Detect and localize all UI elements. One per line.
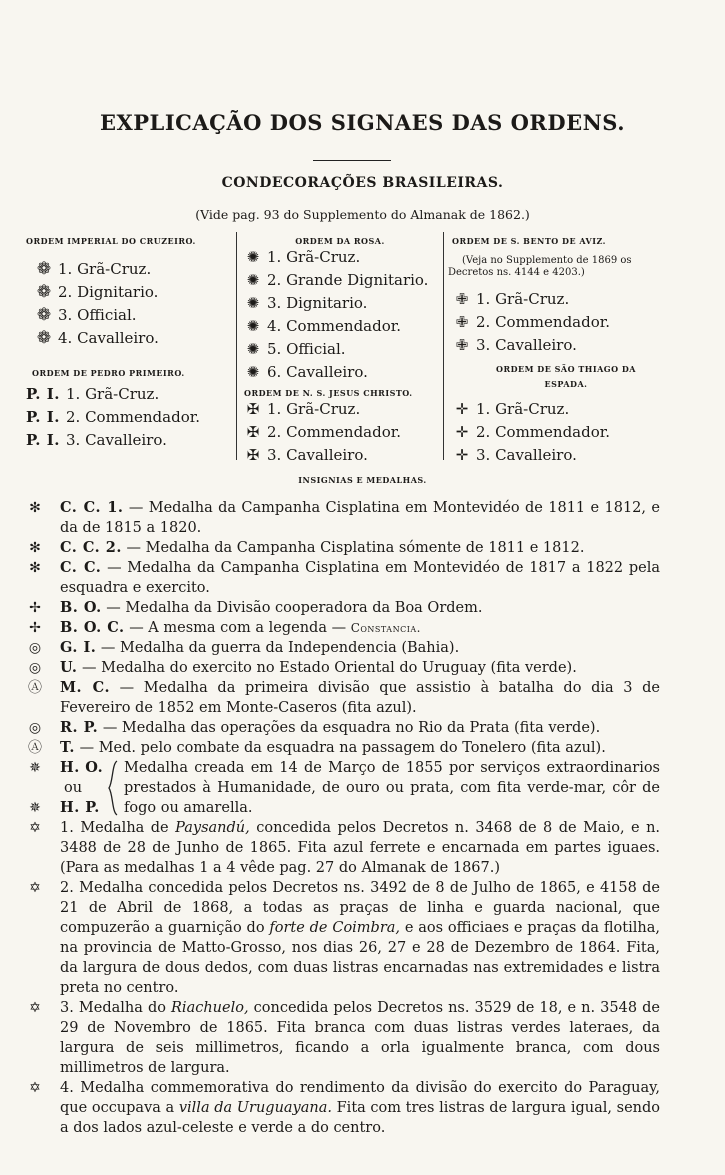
list-item: ❁ 2. Dignitario. [34,281,159,304]
rose-medal-icon: ✺ [246,340,260,358]
christ-cross-icon: ✠ [246,400,260,418]
christ-cross-icon: ✠ [246,423,260,441]
cross-medal-icon: ✢ [29,620,41,636]
round-medal-icon: ◎ [28,660,42,676]
list-item: ✺ 2. Grande Dignitario. [243,269,428,292]
star-of-david-icon: ✡ [29,880,41,896]
heading-aviz: ORDEM DE S. BENTO DE AVIZ. [452,236,606,246]
aviz-cross-icon: ✙ [455,290,469,308]
list-item: ✠ 2. Commendador. [243,421,401,444]
star-medal-icon: ❁ [36,328,52,348]
medal-mc: Ⓐ M. C. — Medalha da primeira divisão que assistio à batalha do dia 3 de Fevereiro de 1852 em Monte-Caseros (fita azul). [24,678,660,718]
heading-cruzeiro: ORDEM IMPERIAL DO CRUZEIRO. [26,236,196,246]
heading-sao-thiago: ORDEM DE SÃO THIAGO DA [495,364,637,374]
list-item: ✙ 1. Grã-Cruz. [452,288,610,311]
aviz-cross-icon: ✙ [455,336,469,354]
list-aviz [452,288,610,357]
column-divider-right [443,232,444,460]
list-item: ❁ 3. Official. [34,304,159,327]
sword-cross-icon: ✛ [455,423,469,441]
page-title: EXPLICAÇÃO DOS SIGNAES DAS ORDENS. [99,110,626,135]
list-item: ❁ 1. Grã-Cruz. [34,258,159,281]
star-of-david-icon: ✡ [29,820,41,836]
column-divider-left [236,232,237,460]
medal-riachuelo: ✡ 3. Medalha do Riachuelo, concedida pelos Decretos ns. 3529 de 18, e n. 3548 de 29 de Novembro de 1865. Fita branca com duas listras verdes lateraes, da largura de seis millimetros, ficando a orla igualmente branca, com dous millimetros de largura. [24,998,660,1078]
round-medal-icon: ◎ [28,640,42,656]
round-medal-icon: Ⓐ [28,740,42,756]
list-item: ✺ 4. Commendador. [243,315,428,338]
asterisk-star-icon: ✻ [29,560,41,576]
medals-list [24,498,660,1138]
list-sao-thiago [452,398,610,467]
list-item: ❁ 4. Cavalleiro. [34,327,159,350]
aviz-note-line2: Decretos ns. 4144 e 4203.) [448,267,585,278]
rose-medal-icon: ✺ [246,294,260,312]
list-rosa [243,246,428,384]
medal-u: ◎ U. — Medalha do exercito no Estado Oriental do Uruguay (fita verde). [24,658,660,678]
aviz-note-line1: (Veja no Supplemento de 1869 os [462,255,632,266]
list-item: ✛ 2. Commendador. [452,421,610,444]
list-item: ✠ 1. Grã-Cruz. [243,398,401,421]
medal-gi: ◎ G. I. — Medalha da guerra da Independencia (Bahia). [24,638,660,658]
list-item: P. I. 2. Commendador. [26,408,201,426]
list-item: ✺ 5. Official. [243,338,428,361]
list-item: ✺ 3. Dignitario. [243,292,428,315]
star-medal-icon: ❁ [36,305,52,325]
medal-uruguayana: ✡ 4. Medalha commemorativa do rendimento da divisão do exercito do Paraguay, que occupava a villa da Uruguayana. Fita com tres listras de largura igual, sendo a dos lados azul-celeste e verde a do centro. [24,1078,660,1138]
star-medal-icon: ✵ [29,760,41,776]
list-item: P. I. 1. Grã-Cruz. [26,385,160,403]
medal-cc2: ✻ C. C. 2. — Medalha da Campanha Cisplatina sómente de 1811 e 1812. [24,538,660,558]
cross-medal-icon: ✢ [29,600,41,616]
sword-cross-icon: ✛ [455,400,469,418]
rose-medal-icon: ✺ [246,317,260,335]
list-item: P. I. 3. Cavalleiro. [26,431,167,449]
heading-pedro-primeiro: ORDEM DE PEDRO PRIMEIRO. [32,368,185,378]
list-item: ✙ 2. Commendador. [452,311,610,334]
heading-sao-thiago-cont: ESPADA. [544,379,588,389]
aviz-cross-icon: ✙ [455,313,469,331]
medal-cc1: ✻ C. C. 1. — Medalha da Campanha Cisplatina em Montevidéo de 1811 e 1812, e da de 1815 a 1820. [24,498,660,538]
asterisk-star-icon: ✻ [29,540,41,556]
medal-cc: ✻ C. C. — Medalha da Campanha Cisplatina em Montevidéo de 1817 a 1822 pela esquadra e exercito. [24,558,660,598]
sword-cross-icon: ✛ [455,446,469,464]
list-pedro-primeiro [26,383,200,452]
list-item: ✺ 6. Cavalleiro. [243,361,428,384]
list-item: ✠ 3. Cavalleiro. [243,444,401,467]
rose-medal-icon: ✺ [246,363,260,381]
brace-icon [108,760,120,816]
round-medal-icon: ◎ [28,720,42,736]
star-medal-icon: ❁ [36,259,52,279]
medal-paysandu: ✡ 1. Medalha de Paysandú, concedida pelos Decretos n. 3468 de 8 de Maio, e n. 3488 de 28 de Junho de 1865. Fita azul ferrete e encarnada em partes iguaes. (Para as medalhas 1 a 4 vêde pag. 27 do Almanak de 1867.) [24,818,660,878]
list-item: ✺ 1. Grã-Cruz. [243,246,428,269]
medal-t: Ⓐ T. — Med. pelo combate da esquadra na passagem do Tonelero (fita azul). [24,738,660,758]
list-item: ✛ 1. Grã-Cruz. [452,398,610,421]
medal-humanidade: ✵ H. O. ou ✵ H. P. Medalha creada em 14 de Março de 1855 por serviços extraordinarios prestados à Humanidade, de ouro ou prata, com fita verde-mar, côr de fogo ou amarella. [24,758,660,818]
rose-medal-icon: ✺ [246,248,260,266]
medal-bo: ✢ B. O. — Medalha da Divisão cooperadora da Boa Ordem. [24,598,660,618]
list-jesus-christo [243,398,401,467]
star-medal-icon: ✵ [29,800,41,816]
christ-cross-icon: ✠ [246,446,260,464]
list-item: ✙ 3. Cavalleiro. [452,334,610,357]
medal-boc: ✢ B. O. C. — A mesma com a legenda — Constancia. [24,618,660,638]
list-item: ✛ 3. Cavalleiro. [452,444,610,467]
star-of-david-icon: ✡ [29,1000,41,1016]
list-cruzeiro [34,258,159,350]
medal-rp: ◎ R. P. — Medalha das operações da esquadra no Rio da Prata (fita verde). [24,718,660,738]
star-medal-icon: ❁ [36,282,52,302]
rose-medal-icon: ✺ [246,271,260,289]
insignias-heading: INSIGNIAS E MEDALHAS. [298,475,427,485]
heading-rosa: ORDEM DA ROSA. [295,236,385,246]
supplement-note: (Vide pag. 93 do Supplemento do Almanak de 1862.) [195,207,530,222]
star-of-david-icon: ✡ [29,1080,41,1096]
round-medal-icon: Ⓐ [28,680,42,696]
medal-coimbra: ✡ 2. Medalha concedida pelos Decretos ns. 3492 de 8 de Julho de 1865, e 4158 de 21 de Abril de 1868, a todas as praças de linha e guarda nacional, que compuzerão a guarnição do forte de Coimbra, e aos officiaes e praças da flotilha, na provincia de Matto-Grosso, nos dias 26, 27 e 28 de Dezembro de 1864. Fita, da largura de dous dedos, com duas listras encarnadas nas extremidades e listra preta no centro. [24,878,660,998]
heading-jesus-christo: ORDEM DE N. S. JESUS CHRISTO. [244,388,413,398]
section-subtitle: CONDECORAÇÕES BRASILEIRAS. [221,175,504,191]
title-divider [313,160,391,161]
asterisk-star-icon: ✻ [29,500,41,516]
